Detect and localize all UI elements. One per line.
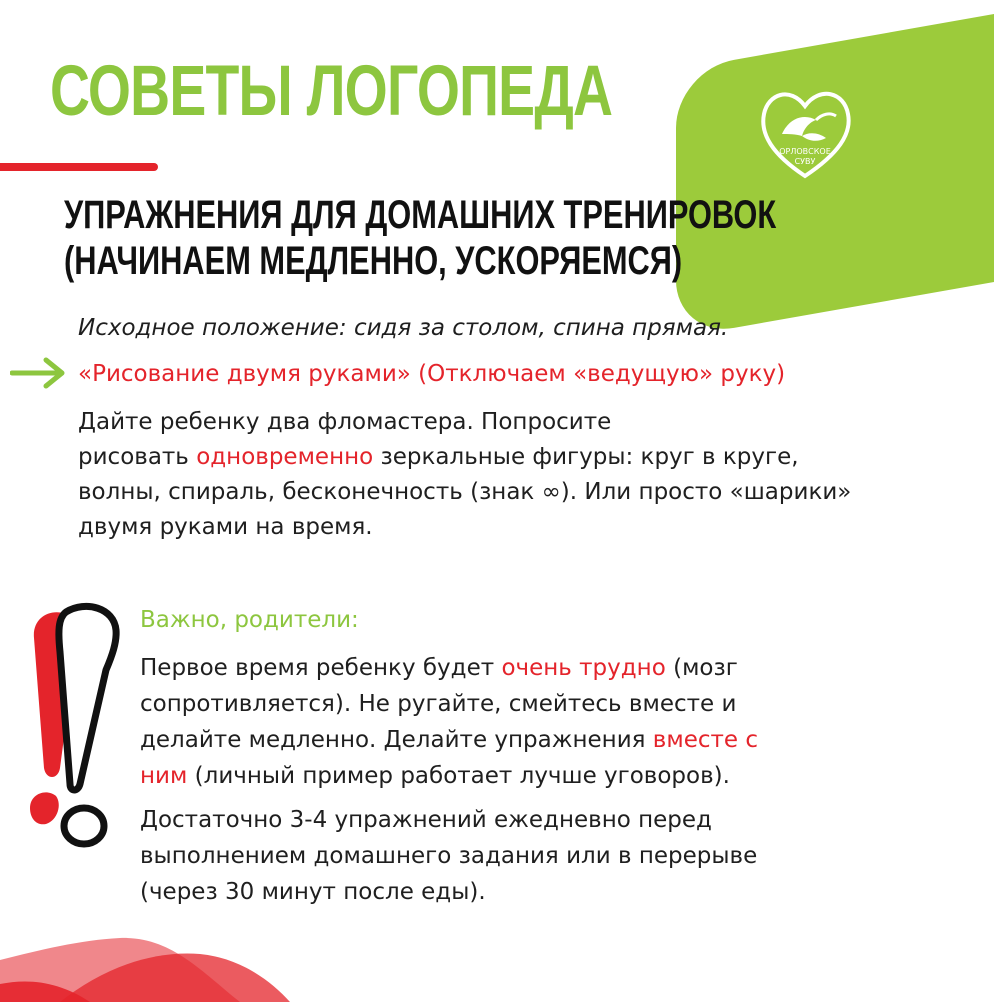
exercise-line-4: двумя руками на время. [78,514,373,540]
daily-line-3: (через 30 минут после еды). [140,879,486,905]
initial-position-text: Исходное положение: сидя за столом, спина прямая. [78,315,729,341]
important-text [140,650,758,794]
exclamation-icon [20,598,128,856]
subtitle-line-2: (НАЧИНАЕМ МЕДЛЕННО, УСКОРЯЕМСЯ) [64,239,683,283]
arrow-right-icon [10,357,68,389]
exercise-description [78,405,978,545]
exercise-line-3: волны, спираль, бесконечность (знак ∞). Или просто «шарики» [78,479,852,505]
important-line-1-start: Первое время ребенку будет [140,655,502,681]
important-highlight-1: очень трудно [501,655,666,681]
exercise-line-1: Дайте ребенку два фломастера. Попросите [78,409,612,435]
exercise-title: «Рисование двумя руками» (Отключаем «ведущую» руку) [78,361,786,387]
important-highlight-3: ним [140,763,188,789]
daily-line-1: Достаточно 3-4 упражнений ежедневно перед [140,807,712,833]
important-highlight-2: вместе с [652,727,759,753]
exercise-highlight: одновременно [196,444,374,470]
important-line-1 [140,650,758,686]
daily-line-2: выполнением домашнего задания или в перерыве [140,843,758,869]
important-line-3 [140,722,758,758]
orlovskoe-suvu-logo [752,76,858,192]
page-subtitle [64,192,776,284]
important-line-4 [140,758,758,794]
exercise-line-2-start: рисовать [78,444,197,470]
logo-text-line2: СУВУ [794,157,816,166]
important-line-1-end: (мозг [665,655,738,681]
title-underline [0,163,158,171]
subtitle-line-1: УПРАЖНЕНИЯ ДЛЯ ДОМАШНИХ ТРЕНИРОВОК [64,193,777,237]
daily-text [140,802,757,910]
important-line-2: сопротивляется). Не ругайте, смейтесь вместе и [140,691,737,717]
important-line-3-start: делайте медленно. Делайте упражнения [140,727,653,753]
important-line-4-end: (личный пример работает лучше уговоров). [187,763,730,789]
exercise-line-2-end: зеркальные фигуры: круг в круге, [373,444,799,470]
important-title: Важно, родители: [140,607,359,633]
page-title: СОВЕТЫ ЛОГОПЕДА [50,52,613,131]
logo-text-line1: ОРЛОВСКОЕ [779,147,831,156]
exercise-line-2 [78,440,978,475]
bottom-decoration [0,920,360,1002]
